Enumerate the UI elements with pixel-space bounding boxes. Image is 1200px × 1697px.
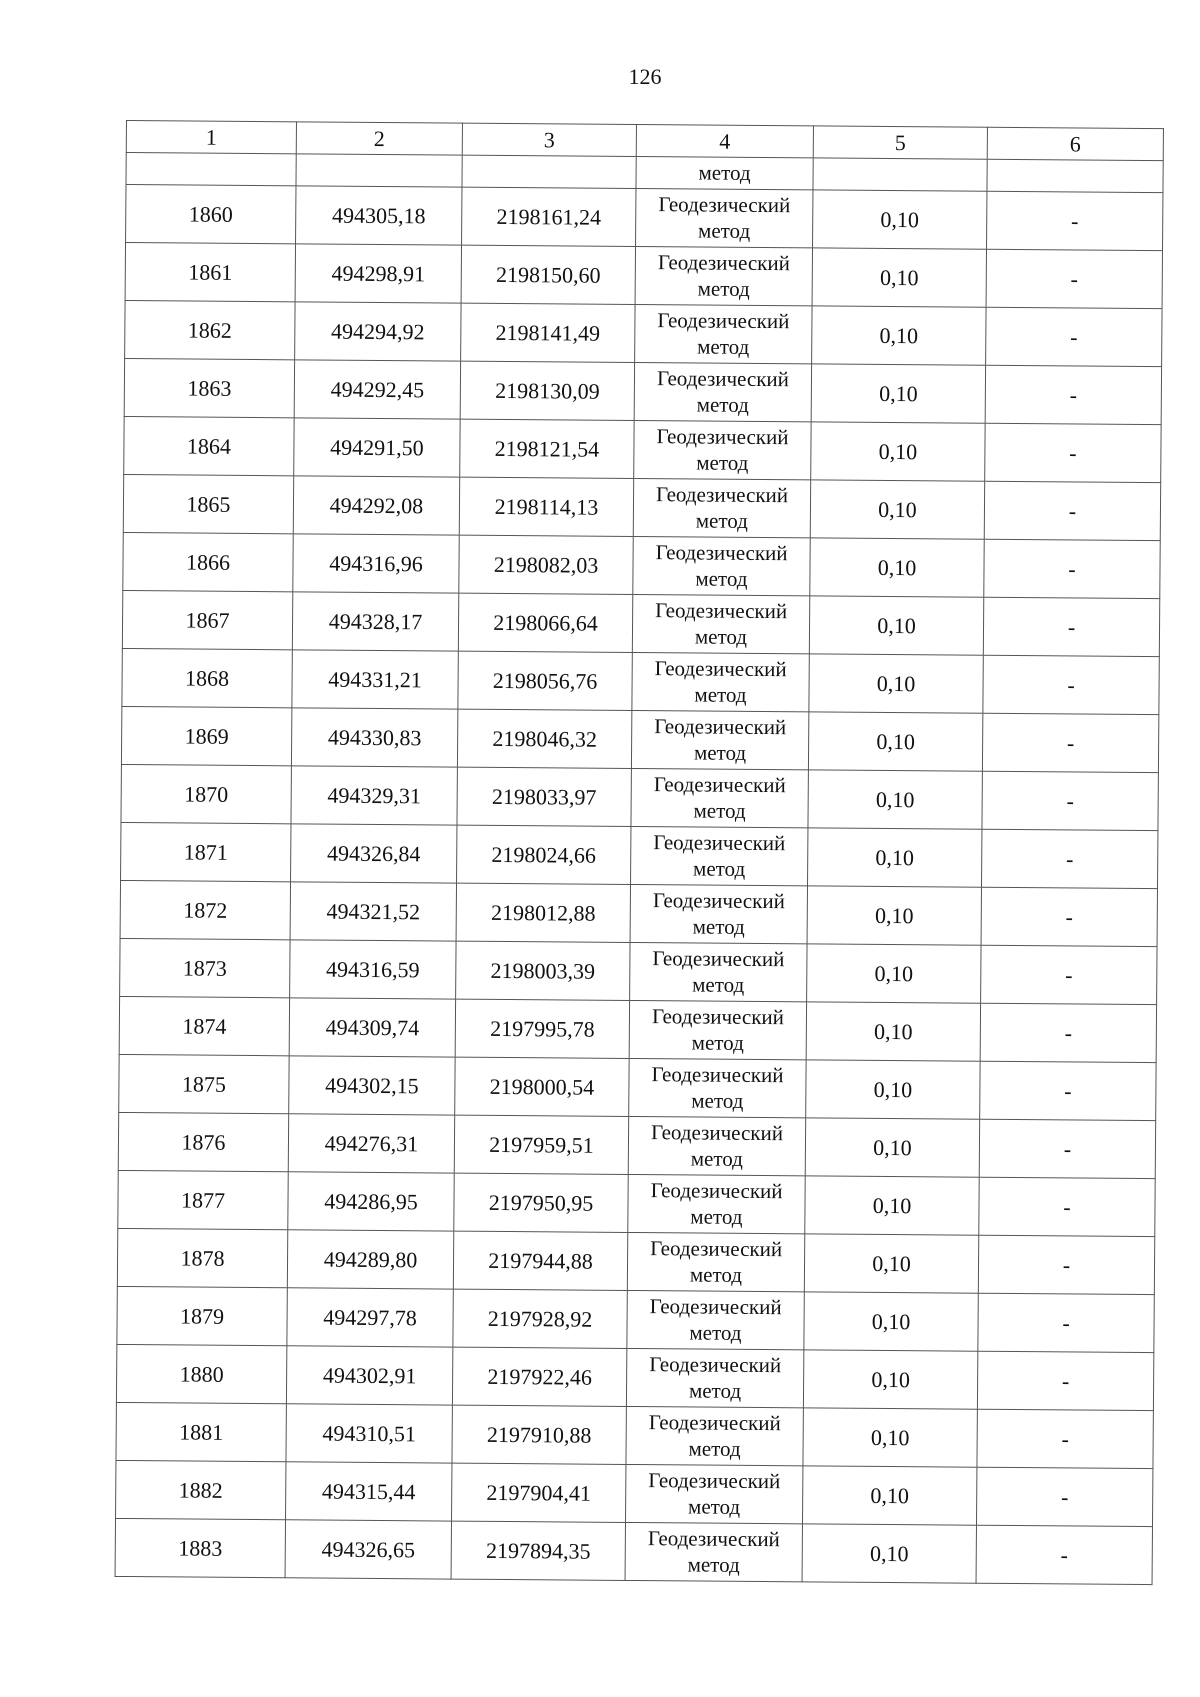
method-cell [632, 652, 809, 711]
method-cell [627, 1232, 804, 1291]
point-number-cell: 1881 [116, 1402, 286, 1461]
y-coordinate-cell: 2197944,88 [453, 1231, 627, 1290]
continuation-cell [126, 153, 296, 186]
table-row [125, 300, 1162, 366]
y-coordinate-cell: 2198130,09 [460, 361, 634, 420]
y-coordinate-cell: 2198114,13 [459, 477, 633, 536]
method-line-2: метод [687, 1493, 741, 1519]
method-line-1: Геодезический [649, 1352, 782, 1378]
accuracy-cell: 0,10 [807, 944, 981, 1003]
accuracy-cell: 0,10 [803, 1408, 977, 1467]
continuation-cell: метод [636, 157, 813, 190]
method-line-1: Геодезический [651, 1062, 784, 1088]
note-cell: - [985, 423, 1161, 482]
accuracy-cell: 0,10 [810, 538, 984, 597]
method-cell [634, 363, 811, 422]
note-cell: - [976, 1525, 1152, 1584]
accuracy-cell: 0,10 [810, 480, 984, 539]
table-row [118, 1170, 1155, 1236]
column-header: 1 [126, 121, 296, 154]
method-cell [635, 305, 812, 364]
method-line-2: метод [693, 855, 746, 881]
table-row [118, 1112, 1155, 1178]
y-coordinate-cell: 2198066,64 [458, 593, 632, 652]
point-number-cell: 1864 [124, 416, 294, 475]
note-cell: - [986, 249, 1162, 308]
method-cell [627, 1290, 804, 1349]
x-coordinate-cell: 494309,74 [289, 998, 455, 1057]
x-coordinate-cell: 494326,65 [285, 1520, 451, 1579]
note-cell: - [984, 539, 1160, 598]
note-cell: - [977, 1409, 1153, 1468]
note-cell: - [977, 1351, 1153, 1410]
x-coordinate-cell: 494305,18 [296, 186, 462, 245]
note-cell: - [981, 887, 1157, 946]
method-cell [633, 536, 810, 595]
accuracy-cell: 0,10 [806, 1060, 980, 1119]
method-cell [628, 1174, 805, 1233]
x-coordinate-cell: 494315,44 [286, 1462, 452, 1521]
table-row [115, 1518, 1152, 1584]
point-number-cell: 1872 [120, 880, 290, 939]
point-number-cell: 1875 [119, 1054, 289, 1113]
point-number-cell: 1878 [117, 1228, 287, 1287]
point-number-cell: 1867 [122, 590, 292, 649]
point-number-cell: 1883 [115, 1518, 285, 1577]
point-number-cell: 1866 [123, 532, 293, 591]
method-line-1: Геодезический [648, 1468, 781, 1494]
point-number-cell: 1876 [118, 1112, 288, 1171]
note-cell: - [982, 771, 1158, 830]
accuracy-cell: 0,10 [811, 364, 985, 423]
table-row [119, 996, 1156, 1062]
x-coordinate-cell: 494294,92 [295, 302, 461, 361]
continuation-cell [987, 159, 1163, 192]
method-line-1: Геодезический [654, 714, 787, 740]
x-coordinate-cell: 494329,31 [291, 766, 457, 825]
accuracy-cell: 0,10 [809, 596, 983, 655]
x-coordinate-cell: 494286,95 [288, 1172, 454, 1231]
accuracy-cell: 0,10 [802, 1466, 976, 1525]
page-number: 126 [628, 64, 662, 89]
method-line-1: Геодезический [658, 192, 791, 218]
x-coordinate-cell: 494292,08 [293, 476, 459, 535]
point-number-cell: 1868 [122, 648, 292, 707]
x-coordinate-cell: 494328,17 [292, 592, 458, 651]
accuracy-cell: 0,10 [811, 422, 985, 481]
accuracy-cell: 0,10 [812, 248, 986, 307]
y-coordinate-cell: 2198150,60 [461, 245, 635, 304]
table-row [124, 358, 1161, 424]
method-cell [633, 478, 810, 537]
method-line-1: Геодезический [653, 772, 786, 798]
method-line-1: Геодезический [650, 1178, 783, 1204]
table-row [122, 648, 1159, 714]
note-cell: - [979, 1177, 1155, 1236]
table-row [126, 185, 1163, 251]
y-coordinate-cell: 2197910,88 [452, 1405, 626, 1464]
y-coordinate-cell: 2198056,76 [458, 651, 632, 710]
point-number-cell: 1877 [118, 1170, 288, 1229]
note-cell: - [983, 597, 1159, 656]
method-line-1: Геодезический [654, 656, 787, 682]
point-number-cell: 1880 [116, 1344, 286, 1403]
note-cell: - [980, 1003, 1156, 1062]
method-cell [631, 768, 808, 827]
x-coordinate-cell: 494310,51 [286, 1404, 452, 1463]
method-line-1: Геодезический [655, 598, 788, 624]
y-coordinate-cell: 2198161,24 [462, 187, 636, 246]
table-row [123, 532, 1160, 598]
table-row [120, 880, 1157, 946]
coordinates-table [115, 120, 1164, 1585]
method-cell [625, 1522, 802, 1581]
method-cell [629, 1058, 806, 1117]
point-number-cell: 1863 [124, 358, 294, 417]
continuation-cell [813, 158, 987, 191]
y-coordinate-cell: 2198003,39 [456, 941, 630, 1000]
method-line-2: метод [693, 797, 746, 823]
y-coordinate-cell: 2198046,32 [457, 709, 631, 768]
x-coordinate-cell: 494276,31 [288, 1114, 454, 1173]
coordinates-table-wrapper [115, 120, 1163, 1585]
note-cell: - [982, 829, 1158, 888]
method-line-1: Геодезический [652, 888, 785, 914]
table-row [117, 1286, 1154, 1352]
y-coordinate-cell: 2198033,97 [457, 767, 631, 826]
x-coordinate-cell: 494302,91 [286, 1346, 452, 1405]
method-line-2: метод [697, 275, 750, 301]
method-line-1: Геодезический [656, 366, 790, 392]
point-number-cell: 1879 [117, 1286, 287, 1345]
method-line-1: Геодезический [653, 830, 786, 856]
accuracy-cell: 0,10 [802, 1524, 976, 1583]
column-header: 3 [462, 123, 636, 156]
method-cell [636, 189, 813, 248]
note-cell: - [978, 1293, 1154, 1352]
method-line-1: Геодезический [656, 424, 789, 450]
method-cell [626, 1464, 803, 1523]
table-row [123, 474, 1160, 540]
accuracy-cell: 0,10 [804, 1292, 978, 1351]
method-line-2: метод [696, 391, 749, 417]
y-coordinate-cell: 2198000,54 [455, 1057, 629, 1116]
y-coordinate-cell: 2198121,54 [460, 419, 634, 478]
accuracy-cell: 0,10 [809, 654, 983, 713]
x-coordinate-cell: 494326,84 [291, 824, 457, 883]
method-line-1: Геодезический [650, 1236, 783, 1262]
continuation-cell [462, 155, 636, 188]
method-line-2: метод [696, 449, 749, 475]
accuracy-cell: 0,10 [807, 886, 981, 945]
y-coordinate-cell: 2197928,92 [453, 1289, 627, 1348]
x-coordinate-cell: 494316,59 [290, 940, 456, 999]
method-line-2: метод [695, 507, 749, 533]
method-line-1: Геодезический [650, 1120, 784, 1146]
method-line-2: метод [692, 971, 745, 997]
y-coordinate-cell: 2198141,49 [461, 303, 635, 362]
method-cell [632, 594, 809, 653]
accuracy-cell: 0,10 [803, 1350, 977, 1409]
table-row [124, 416, 1161, 482]
y-coordinate-cell: 2197959,51 [454, 1115, 628, 1174]
method-line-2: метод [693, 739, 747, 765]
table-row [120, 938, 1157, 1004]
table-row [116, 1402, 1153, 1468]
accuracy-cell: 0,10 [805, 1118, 979, 1177]
x-coordinate-cell: 494298,91 [295, 244, 461, 303]
y-coordinate-cell: 2197922,46 [452, 1347, 626, 1406]
column-header: 4 [636, 125, 813, 158]
table-row [116, 1344, 1153, 1410]
method-line-2: метод [688, 1377, 742, 1403]
accuracy-cell: 0,10 [808, 828, 982, 887]
method-cell [635, 247, 812, 306]
note-cell: - [976, 1467, 1152, 1526]
accuracy-cell: 0,10 [808, 712, 982, 771]
accuracy-cell: 0,10 [813, 190, 987, 249]
method-cell [626, 1348, 803, 1407]
table-row [121, 706, 1158, 772]
x-coordinate-cell: 494297,78 [287, 1288, 453, 1347]
column-header: 5 [813, 126, 987, 159]
x-coordinate-cell: 494330,83 [291, 708, 457, 767]
point-number-cell: 1874 [119, 996, 289, 1055]
column-header: 6 [987, 127, 1163, 160]
method-line-1: Геодезический [651, 1004, 785, 1030]
method-cell [630, 884, 807, 943]
point-number-cell: 1862 [125, 300, 295, 359]
table-row [125, 243, 1162, 309]
method-line-2: метод [694, 681, 747, 707]
method-line-2: метод [692, 913, 745, 939]
method-line-2: метод [691, 1087, 744, 1113]
method-line-2: метод [687, 1551, 740, 1577]
point-number-cell: 1882 [116, 1460, 286, 1519]
note-cell: - [982, 713, 1158, 772]
method-line-1: Геодезический [655, 540, 788, 566]
point-number-cell: 1871 [121, 822, 291, 881]
method-line-1: Геодезический [648, 1410, 781, 1436]
x-coordinate-cell: 494291,50 [294, 418, 460, 477]
y-coordinate-cell: 2197995,78 [455, 999, 629, 1058]
column-header: 2 [296, 122, 462, 155]
y-coordinate-cell: 2197894,35 [451, 1521, 625, 1580]
x-coordinate-cell: 494289,80 [287, 1230, 453, 1289]
method-line-2: метод [689, 1319, 742, 1345]
accuracy-cell: 0,10 [812, 306, 986, 365]
x-coordinate-cell: 494292,45 [294, 360, 460, 419]
point-number-cell: 1870 [121, 764, 291, 823]
table-row [119, 1054, 1156, 1120]
point-number-cell: 1873 [120, 938, 290, 997]
point-number-cell: 1861 [125, 243, 295, 302]
point-number-cell: 1869 [121, 706, 291, 765]
method-cell [631, 710, 808, 769]
table-row [121, 822, 1158, 888]
x-coordinate-cell: 494321,52 [290, 882, 456, 941]
method-line-1: Геодезический [657, 250, 790, 276]
method-line-2: метод [688, 1435, 741, 1461]
method-line-1: Геодезический [649, 1294, 782, 1320]
note-cell: - [980, 1061, 1156, 1120]
x-coordinate-cell: 494302,15 [289, 1056, 455, 1115]
note-cell: - [978, 1235, 1154, 1294]
note-cell: - [979, 1119, 1155, 1178]
note-cell: - [986, 307, 1162, 366]
method-line-1: Геодезический [652, 946, 785, 972]
method-line-2: метод [698, 217, 751, 243]
method-line-2: метод [695, 565, 748, 591]
accuracy-cell: 0,10 [806, 1002, 980, 1061]
method-line-2: метод [691, 1029, 744, 1055]
method-cell [626, 1406, 803, 1465]
note-cell: - [985, 365, 1161, 424]
method-cell [628, 1116, 805, 1175]
table-row [117, 1228, 1154, 1294]
method-line-1: Геодезический [647, 1526, 780, 1552]
y-coordinate-cell: 2197950,95 [454, 1173, 628, 1232]
method-cell [634, 421, 811, 480]
method-cell [630, 942, 807, 1001]
y-coordinate-cell: 2198012,88 [456, 883, 630, 942]
method-line-1: Геодезический [657, 308, 790, 334]
note-cell: - [981, 945, 1157, 1004]
note-cell: - [984, 481, 1160, 540]
method-line-2: метод [690, 1145, 744, 1171]
x-coordinate-cell: 494316,96 [293, 534, 459, 593]
x-coordinate-cell: 494331,21 [292, 650, 458, 709]
note-cell: - [983, 655, 1159, 714]
method-cell [629, 1000, 806, 1059]
accuracy-cell: 0,10 [805, 1176, 979, 1235]
method-line-2: метод [697, 333, 750, 359]
note-cell: - [987, 191, 1163, 250]
table-row [122, 590, 1159, 656]
method-cell [631, 826, 808, 885]
accuracy-cell: 0,10 [808, 770, 982, 829]
accuracy-cell: 0,10 [804, 1234, 978, 1293]
method-line-1: Геодезический [655, 482, 789, 508]
y-coordinate-cell: 2198082,03 [459, 535, 633, 594]
continuation-cell [296, 154, 462, 187]
point-number-cell: 1860 [126, 185, 296, 244]
method-line-2: метод [690, 1203, 743, 1229]
method-line-2: метод [689, 1261, 743, 1287]
table-row [116, 1460, 1153, 1526]
y-coordinate-cell: 2198024,66 [457, 825, 631, 884]
y-coordinate-cell: 2197904,41 [452, 1463, 626, 1522]
table-row [121, 764, 1158, 830]
point-number-cell: 1865 [123, 474, 293, 533]
method-line-2: метод [694, 623, 748, 649]
